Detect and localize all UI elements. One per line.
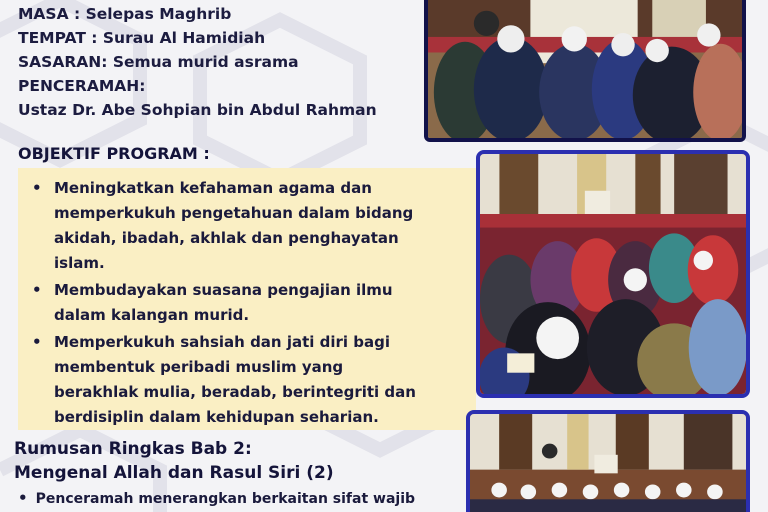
summary-title-line: Rumusan Ringkas Bab 2: (14, 439, 252, 459)
info-target: SASARAN: Semua murid asrama (18, 53, 299, 71)
bullet-icon: • (32, 281, 42, 299)
bullet-icon: • (18, 489, 28, 507)
objective-line: Memperkukuh sahsiah dan jati diri bagi (54, 333, 391, 351)
bullet-icon: • (32, 179, 42, 197)
summary-item (18, 488, 415, 509)
objective-line: Meningkatkan kefahaman agama dan (54, 179, 372, 197)
objectives-title: OBJEKTIF PROGRAM : (18, 144, 210, 163)
bullet-icon: • (32, 333, 42, 351)
objective-line: dalam kalangan murid. (54, 306, 250, 324)
objective-line: akidah, ibadah, akhlak dan penghayatan (54, 229, 399, 247)
objective-line: Membudayakan suasana pengajian ilmu (54, 281, 393, 299)
objective-line: membentuk peribadi muslim yang (54, 358, 344, 376)
info-speaker-label: PENCERAMAH: (18, 77, 146, 95)
summary-item-text: Penceramah menerangkan berkaitan sifat wajib (35, 491, 416, 507)
event-photo (424, 0, 746, 142)
objective-line: berakhlak mulia, beradab, berintegriti dan (54, 383, 416, 401)
info-speaker-name: Ustaz Dr. Abe Sohpian bin Abdul Rahman (18, 101, 377, 119)
info-time: MASA : Selepas Maghrib (18, 5, 232, 23)
event-photo (466, 410, 750, 512)
objective-item (32, 278, 476, 328)
info-place: TEMPAT : Surau Al Hamidiah (18, 29, 266, 47)
objective-line: memperkukuh pengetahuan dalam bidang (54, 204, 414, 222)
objective-line: islam. (54, 254, 105, 272)
event-photo (476, 150, 750, 398)
objective-item (32, 330, 476, 430)
objectives-list (18, 168, 476, 430)
objectives-panel (18, 168, 476, 430)
event-info (18, 2, 418, 122)
summary-subtitle-line: Mengenal Allah dan Rasul Siri (2) (14, 463, 334, 483)
summary-title (14, 437, 334, 485)
objective-item (32, 176, 476, 276)
objective-line: berdisiplin dalam kehidupan seharian. (54, 408, 379, 426)
